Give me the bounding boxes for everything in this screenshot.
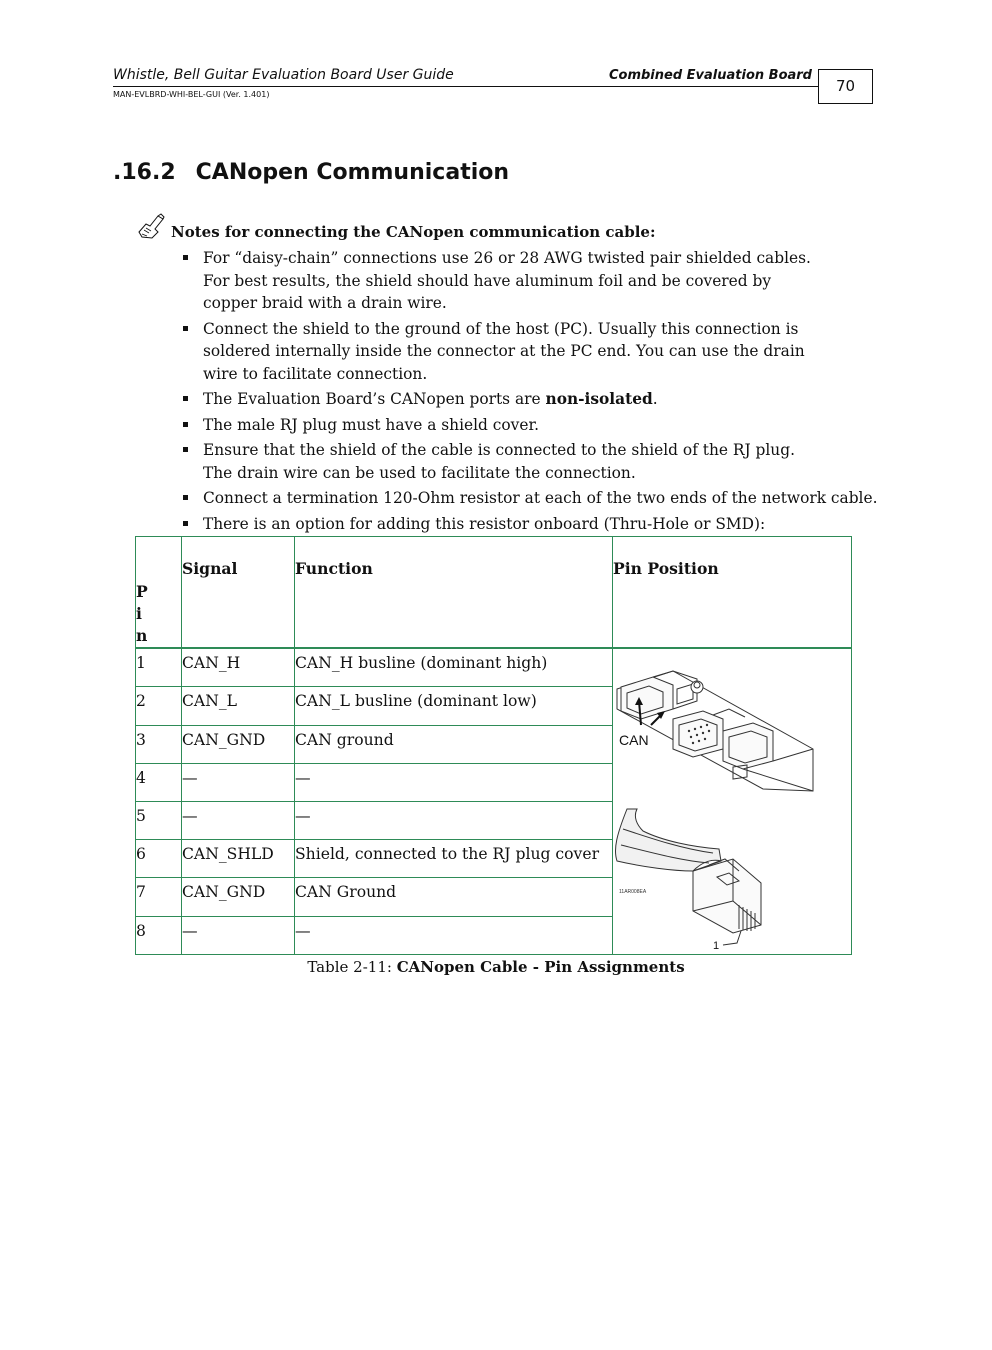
cell-signal: CAN_GND: [182, 725, 295, 763]
bullet-text: The Evaluation Board’s CANopen ports are: [203, 390, 546, 408]
bullet-line: For “daisy-chain” connections use 26 or 28 AWG twisted pair shielded cables.: [203, 249, 811, 267]
cell-pin: 8: [136, 916, 182, 954]
chapter-title: Combined Evaluation Board: [608, 68, 812, 83]
table-caption: [0, 958, 992, 976]
note-pencil-icon: [136, 212, 166, 242]
notes-heading: Notes for connecting the CANopen communication cable:: [171, 223, 656, 241]
connector-diagram: [613, 649, 851, 952]
notes-list: [181, 247, 878, 538]
cell-signal: CAN_GND: [182, 878, 295, 916]
cell-pin: 3: [136, 725, 182, 763]
cell-pin: 2: [136, 687, 182, 725]
bullet-line: copper braid with a drain wire.: [203, 294, 447, 312]
cell-function: CAN Ground: [295, 878, 613, 916]
pin-position-illustration: [613, 648, 852, 955]
cell-signal: —: [182, 763, 295, 801]
cell-function: CAN_L busline (dominant low): [295, 687, 613, 725]
bullet-line: The drain wire can be used to facilitate the connection.: [203, 463, 636, 482]
bullet-text: .: [652, 390, 658, 408]
can-label: CAN: [619, 732, 649, 748]
cell-function: Shield, connected to the RJ plug cover: [295, 840, 613, 878]
list-item: [181, 388, 861, 411]
list-item: [181, 247, 861, 315]
cell-signal: —: [182, 916, 295, 954]
bullet-line: Ensure that the shield of the cable is connected to the shield of the RJ plug.: [203, 441, 795, 459]
document-id: MAN-EVLBRD-WHI-BEL-GUI (Ver. 1.401): [113, 90, 270, 99]
cell-function: CAN ground: [295, 725, 613, 763]
section-heading: [113, 160, 509, 185]
bullet-line: For best results, the shield should have aluminum foil and be covered by: [203, 271, 772, 290]
bullet-line: Connect a termination 120-Ohm resistor at each of the two ends of the network cable.: [203, 489, 878, 507]
bullet-line: The male RJ plug must have a shield cover.: [203, 415, 540, 434]
cell-function: —: [295, 802, 613, 840]
section-number: .16.2: [113, 160, 176, 185]
header-signal: Signal: [182, 537, 295, 649]
header-function: Function: [295, 537, 613, 649]
header-pin: [136, 537, 182, 649]
list-item: [181, 513, 861, 536]
bullet-line: soldered internally inside the connector at the PC end. You can use the drain: [203, 342, 805, 360]
cell-signal: —: [182, 802, 295, 840]
section-title: CANopen Communication: [195, 160, 510, 185]
caption-prefix: Table 2-11:: [307, 958, 397, 976]
non-isolated-emphasis: non-isolated: [545, 390, 653, 408]
list-item: [181, 414, 861, 437]
cell-function: —: [295, 763, 613, 801]
cell-pin: 4: [136, 763, 182, 801]
cell-pin: 1: [136, 648, 182, 687]
bullet-line: Connect the shield to the ground of the host (PC). Usually this connection is: [203, 319, 799, 338]
bullet-line: [203, 388, 861, 411]
cell-pin: 7: [136, 878, 182, 916]
list-item: [181, 318, 861, 386]
table-row: [136, 648, 852, 687]
cell-function: CAN_H busline (dominant high): [295, 648, 613, 687]
pin-one-label: 1: [713, 940, 720, 952]
part-code-label: 11AR008EA: [619, 889, 647, 895]
document-title: Whistle, Bell Guitar Evaluation Board User Guide: [113, 67, 454, 83]
list-item: [181, 439, 861, 484]
cell-pin: 5: [136, 802, 182, 840]
bullet-line: There is an option for adding this resistor onboard (Thru-Hole or SMD):: [203, 514, 766, 533]
page-number: 70: [818, 69, 873, 104]
cell-pin: 6: [136, 840, 182, 878]
header-pin-label: P i n: [136, 582, 148, 645]
cell-signal: CAN_SHLD: [182, 840, 295, 878]
header-pin-position: Pin Position: [613, 537, 852, 649]
pin-assignment-table: [135, 536, 852, 955]
table-header-row: [136, 537, 852, 649]
list-item: [181, 487, 878, 510]
header-rule: [113, 86, 818, 87]
cell-signal: CAN_L: [182, 687, 295, 725]
bullet-line: wire to facilitate connection.: [203, 364, 428, 383]
cell-signal: CAN_H: [182, 648, 295, 687]
cell-function: —: [295, 916, 613, 954]
caption-title: CANopen Cable - Pin Assignments: [396, 958, 685, 976]
